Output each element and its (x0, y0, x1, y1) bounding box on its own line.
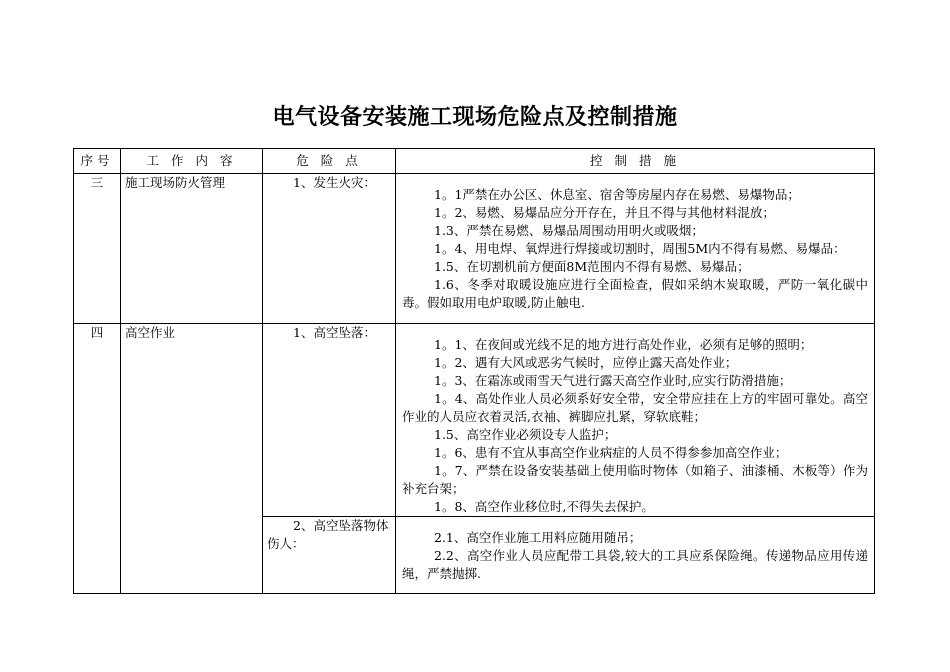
measure-item: 1.5、在切割机前方便面8M范围内不得有易燃、易爆品； (434, 259, 750, 274)
measure-item: 1.5、高空作业必须设专人监护； (434, 427, 617, 442)
row-number: 四 (74, 324, 121, 594)
table-row (74, 324, 875, 517)
measure-item: 2.2、高空作业人员应配带工具袋,较大的工具应系保险绳。传递物品应用传递绳，严禁抛掷. (402, 548, 868, 581)
hazard-label: 1、发生火灾： (293, 175, 376, 190)
table-row (74, 174, 875, 324)
measure-item: 2.1、高空作业施工用料应随用随吊； (434, 530, 642, 545)
measure-item: 1。8、高空作业移位时,不得失去保护。 (434, 499, 654, 514)
hazard-control-table (73, 148, 875, 594)
measure-item: 1。7、严禁在设备安装基础上使用临时物体（如箱子、油漆桶、木板等）作为补充台架； (402, 463, 868, 496)
measure-item: 1。2、遇有大风或恶劣气候时，应停止露天高处作业； (434, 355, 738, 370)
measure-item: 1.6、冬季对取暖设施应进行全面检查，假如采纳木炭取暖，严防一氧化碳中毒。假如取用电炉取暖,防止触电. (402, 277, 868, 310)
header-hazard: 危 险 点 (263, 149, 396, 174)
control-measures (396, 324, 875, 517)
measure-item: 1。4、高处作业人员必须系好安全带，安全带应挂在上方的牢固可靠处。高空作业的人员应衣着灵活,衣袖、裤脚应扎紧，穿软底鞋； (402, 391, 868, 424)
hazard-point (263, 174, 396, 324)
page-title: 电气设备安装施工现场危险点及控制措施 (272, 105, 678, 130)
header-no: 序号 (74, 149, 121, 174)
measure-item: 1。6、患有不宜从事高空作业病症的人员不得参参加高空作业； (434, 445, 788, 460)
header-measures: 控 制 措 施 (396, 149, 875, 174)
measure-item: 1。3、在霜冻或雨雪天气进行露天高空作业时,应实行防滑措施； (434, 373, 792, 388)
control-measures (396, 174, 875, 324)
measure-item: 1。1严禁在办公区、休息室、宿舍等房屋内存在易燃、易爆物品； (434, 187, 800, 202)
hazard-point (263, 517, 396, 594)
work-content: 施工现场防火管理 (121, 174, 263, 324)
row-number: 三 (74, 174, 121, 324)
table-header-row (74, 149, 875, 174)
measure-item: 1.3、严禁在易燃、易爆品周围动用明火或吸烟； (434, 223, 704, 238)
hazard-label: 1、高空坠落： (293, 325, 376, 340)
hazard-label: 2、高空坠落物体伤人： (267, 518, 389, 551)
work-content: 高空作业 (121, 324, 263, 594)
measure-item: 1。1、在夜间或光线不足的地方进行高处作业，必须有足够的照明； (434, 337, 813, 352)
control-measures (396, 517, 875, 594)
measure-item: 1。4、用电焊、氧焊进行焊接或切割时，周围5M内不得有易燃、易爆品： (434, 241, 846, 256)
measure-item: 1。2、易燃、易爆品应分开存在，并且不得与其他材料混放； (434, 205, 775, 220)
hazard-point (263, 324, 396, 517)
header-work: 工 作 内 容 (121, 149, 263, 174)
